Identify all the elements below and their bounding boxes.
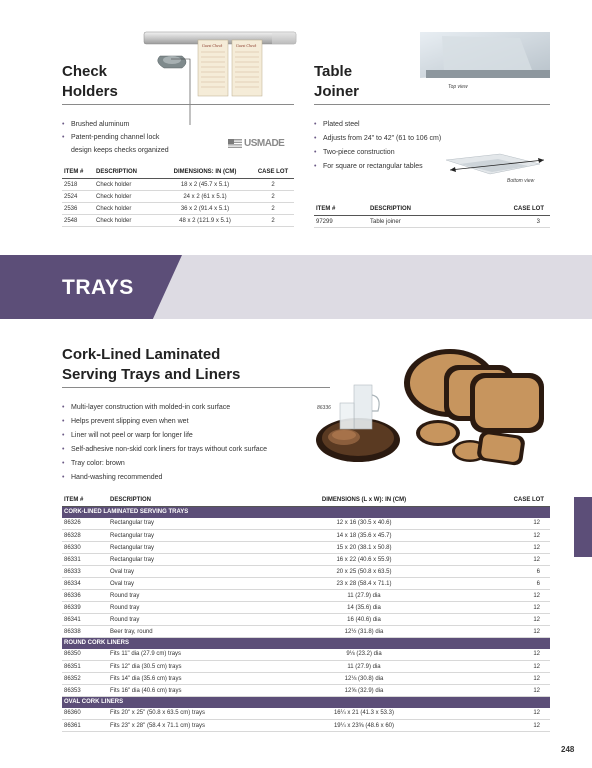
item-case-lot: 2: [252, 215, 294, 227]
cork-trays-table: [62, 497, 550, 732]
item-number: 86361: [62, 720, 108, 732]
check-holder-illustration: [140, 26, 300, 98]
table-row: [62, 602, 550, 614]
item-case-lot: 12: [490, 530, 550, 542]
item-dimensions: 12⅝ (32.9) dia: [238, 685, 490, 697]
table-row: [62, 708, 550, 720]
table-row: [62, 673, 550, 685]
us-flag-icon: [228, 139, 242, 148]
col-case-lot: CASE LOT: [500, 206, 550, 216]
item-number: 86352: [62, 673, 108, 685]
item-case-lot: 12: [490, 602, 550, 614]
feature-item: • Patent-pending channel lock: [62, 131, 212, 144]
item-description: Oval tray: [108, 566, 238, 578]
item-case-lot: 12: [490, 518, 550, 530]
item-number: 86336: [62, 590, 108, 602]
check-holders-divider: [62, 104, 294, 105]
item-description: Fits 16" dia (40.6 cm) trays: [108, 685, 238, 697]
table-row: [62, 203, 294, 215]
item-description: Round tray: [108, 590, 238, 602]
top-view-caption: Top view: [448, 84, 468, 90]
check-holders-features: [62, 118, 212, 157]
feature-item: • Adjusts from 24" to 42" (61 to 106 cm): [314, 132, 474, 146]
item-description: Check holder: [94, 203, 158, 215]
ticket-left-label: Guest Check: [202, 43, 223, 48]
item-number: 2524: [62, 191, 94, 203]
feature-item: • Tray color: brown: [62, 457, 322, 471]
cork-trays-table-body: [62, 507, 550, 732]
cork-trays-features: [62, 401, 322, 485]
table-row: [62, 518, 550, 530]
item-description: Rectangular tray: [108, 542, 238, 554]
item-dimensions: 12½ (31.8) dia: [238, 626, 490, 638]
callout-line: [170, 55, 200, 127]
item-description: Rectangular tray: [108, 530, 238, 542]
item-case-lot: 12: [490, 554, 550, 566]
table-joiner-title: [314, 62, 359, 102]
item-dimensions: 20 x 25 (50.8 x 63.5): [238, 566, 490, 578]
item-number: 2548: [62, 215, 94, 227]
item-dimensions: 11 (27.9) dia: [238, 590, 490, 602]
item-case-lot: 12: [490, 708, 550, 720]
check-holders-table-body: [62, 179, 294, 227]
table-joiner-bottom-illustration: [440, 150, 552, 184]
table-header-row: [62, 497, 550, 507]
item-number: 2518: [62, 179, 94, 191]
item-description: Fits 11" dia (27.9 cm) trays: [108, 649, 238, 661]
table-joiner-title-line1: Table: [314, 63, 353, 80]
item-case-lot: 3: [500, 216, 550, 228]
bottom-view-caption: Bottom view: [507, 178, 535, 184]
item-dimensions: 16 (40.6) dia: [238, 614, 490, 626]
table-row: [62, 661, 550, 673]
item-number: 86331: [62, 554, 108, 566]
item-case-lot: 12: [490, 542, 550, 554]
table-row: [62, 649, 550, 661]
item-dimensions: 15 x 20 (38.1 x 50.8): [238, 542, 490, 554]
item-dimensions: 18 x 2 (45.7 x 5.1): [158, 179, 252, 191]
table-joiner-divider: [314, 104, 550, 105]
feature-item: • Brushed aluminum: [62, 118, 212, 131]
table-joiner-top-illustration: [420, 32, 550, 82]
item-dimensions: 12 x 16 (30.5 x 40.6): [238, 518, 490, 530]
photo-item-label: 86336: [317, 405, 331, 411]
table-row: [62, 685, 550, 697]
item-dimensions: 12⅛ (30.8) dia: [238, 673, 490, 685]
item-case-lot: 12: [490, 614, 550, 626]
item-number: 86353: [62, 685, 108, 697]
table-joiner-top-image: [420, 32, 550, 82]
item-dimensions: 48 x 2 (121.9 x 5.1): [158, 215, 252, 227]
table-joiner-table: [314, 206, 550, 228]
feature-item: • Hand-washing recommended: [62, 471, 322, 485]
feature-item: • Self-adhesive non-skid cork liners for trays without cork surface: [62, 443, 322, 457]
group-label: ROUND CORK LINERS: [62, 638, 550, 649]
table-row: [62, 578, 550, 590]
cork-trays-title-line1: Cork-Lined Laminated: [62, 346, 221, 363]
item-case-lot: 12: [490, 673, 550, 685]
col-dimensions: DIMENSIONS (L x W): IN (CM): [238, 497, 490, 507]
item-number: 86328: [62, 530, 108, 542]
item-dimensions: 11 (27.9) dia: [238, 661, 490, 673]
item-description: Rectangular tray: [108, 518, 238, 530]
item-case-lot: 12: [490, 649, 550, 661]
item-dimensions: 16¼ x 21 (41.3 x 53.3): [238, 708, 490, 720]
item-case-lot: 12: [490, 626, 550, 638]
item-case-lot: 12: [490, 590, 550, 602]
item-number: 97299: [314, 216, 368, 228]
item-number: 86334: [62, 578, 108, 590]
check-holders-title: [62, 62, 118, 102]
table-joiner-bottom-image: [440, 150, 552, 184]
item-dimensions: 24 x 2 (61 x 5.1): [158, 191, 252, 203]
feature-item: • For square or rectangular tables: [314, 160, 474, 174]
item-number: 86339: [62, 602, 108, 614]
item-description: Table joiner: [368, 216, 500, 228]
item-description: Check holder: [94, 191, 158, 203]
table-row: [62, 626, 550, 638]
item-description: Beer tray, round: [108, 626, 238, 638]
item-case-lot: 2: [252, 179, 294, 191]
col-case-lot: CASE LOT: [490, 497, 550, 507]
made-in-usa-label: USMADE: [244, 138, 285, 149]
table-row: [62, 590, 550, 602]
table-row: [62, 614, 550, 626]
group-label: OVAL CORK LINERS: [62, 697, 550, 708]
item-description: Fits 14" dia (35.6 cm) trays: [108, 673, 238, 685]
item-description: Round tray: [108, 602, 238, 614]
trays-illustration: [310, 345, 552, 473]
table-row: [62, 554, 550, 566]
col-item: ITEM #: [62, 497, 108, 507]
item-number: 86351: [62, 661, 108, 673]
cork-trays-divider: [62, 387, 330, 388]
item-description: Rectangular tray: [108, 554, 238, 566]
item-case-lot: 12: [490, 685, 550, 697]
cork-trays-title-line2: Serving Trays and Liners: [62, 366, 241, 383]
table-row: [62, 215, 294, 227]
col-item: ITEM #: [314, 206, 368, 216]
item-case-lot: 12: [490, 720, 550, 732]
trays-banner-title: TRAYS: [62, 276, 134, 299]
feature-item: • Multi-layer construction with molded-in cork surface: [62, 401, 322, 415]
table-row: [62, 566, 550, 578]
item-dimensions: 14 x 18 (35.6 x 45.7): [238, 530, 490, 542]
item-dimensions: 16 x 22 (40.6 x 55.9): [238, 554, 490, 566]
item-case-lot: 2: [252, 203, 294, 215]
feature-item: • Two-piece construction: [314, 146, 474, 160]
table-header-row: [62, 169, 294, 179]
group-label: CORK-LINED LAMINATED SERVING TRAYS: [62, 507, 550, 518]
item-number: 86333: [62, 566, 108, 578]
col-item: ITEM #: [62, 169, 94, 179]
table-row: [62, 179, 294, 191]
item-dimensions: 36 x 2 (91.4 x 5.1): [158, 203, 252, 215]
col-dimensions: DIMENSIONS: IN (CM): [158, 169, 252, 179]
table-row: [62, 530, 550, 542]
page-number: 248: [561, 745, 575, 754]
table-header-row: [314, 206, 550, 216]
table-row: [314, 216, 550, 228]
item-description: Oval tray: [108, 578, 238, 590]
item-number: 86341: [62, 614, 108, 626]
ticket-right-label: Guest Check: [236, 43, 257, 48]
check-holders-table: [62, 169, 294, 227]
item-description: Check holder: [94, 179, 158, 191]
col-description: DESCRIPTION: [368, 206, 500, 216]
check-holders-title-line1: Check: [62, 63, 108, 80]
table-row: [62, 542, 550, 554]
col-case-lot: CASE LOT: [252, 169, 294, 179]
item-number: 2536: [62, 203, 94, 215]
item-dimensions: 19¼ x 23⅝ (48.6 x 60): [238, 720, 490, 732]
trays-photo: [310, 345, 552, 473]
feature-item: • Plated steel: [314, 118, 474, 132]
item-description: Round tray: [108, 614, 238, 626]
item-number: 86338: [62, 626, 108, 638]
table-group-header: [62, 507, 550, 518]
item-description: Fits 12" dia (30.5 cm) trays: [108, 661, 238, 673]
section-side-tab: [574, 497, 592, 557]
feature-item: • Helps prevent slipping even when wet: [62, 415, 322, 429]
feature-item: design keeps checks organized: [71, 147, 169, 154]
table-group-header: [62, 638, 550, 649]
item-number: 86350: [62, 649, 108, 661]
check-holder-image: [140, 26, 300, 98]
table-joiner-title-line2: Joiner: [314, 83, 360, 100]
col-description: DESCRIPTION: [94, 169, 158, 179]
item-case-lot: 6: [490, 578, 550, 590]
col-description: DESCRIPTION: [108, 497, 238, 507]
item-number: 86326: [62, 518, 108, 530]
item-dimensions: 9⅛ (23.2) dia: [238, 649, 490, 661]
cork-trays-title: [62, 345, 240, 385]
item-description: Fits 20" x 25" (50.8 x 63.5 cm) trays: [108, 708, 238, 720]
made-in-usa-badge: [228, 138, 284, 149]
item-number: 86360: [62, 708, 108, 720]
table-group-header: [62, 697, 550, 708]
item-description: Check holder: [94, 215, 158, 227]
feature-item: • Liner will not peel or warp for longer life: [62, 429, 322, 443]
item-case-lot: 6: [490, 566, 550, 578]
item-number: 86330: [62, 542, 108, 554]
item-case-lot: 12: [490, 661, 550, 673]
item-description: Fits 23" x 28" (58.4 x 71.1 cm) trays: [108, 720, 238, 732]
table-row: [62, 191, 294, 203]
item-dimensions: 14 (35.6) dia: [238, 602, 490, 614]
item-case-lot: 2: [252, 191, 294, 203]
table-row: [62, 720, 550, 732]
item-dimensions: 23 x 28 (58.4 x 71.1): [238, 578, 490, 590]
check-holders-title-line2: Holders: [62, 83, 118, 100]
